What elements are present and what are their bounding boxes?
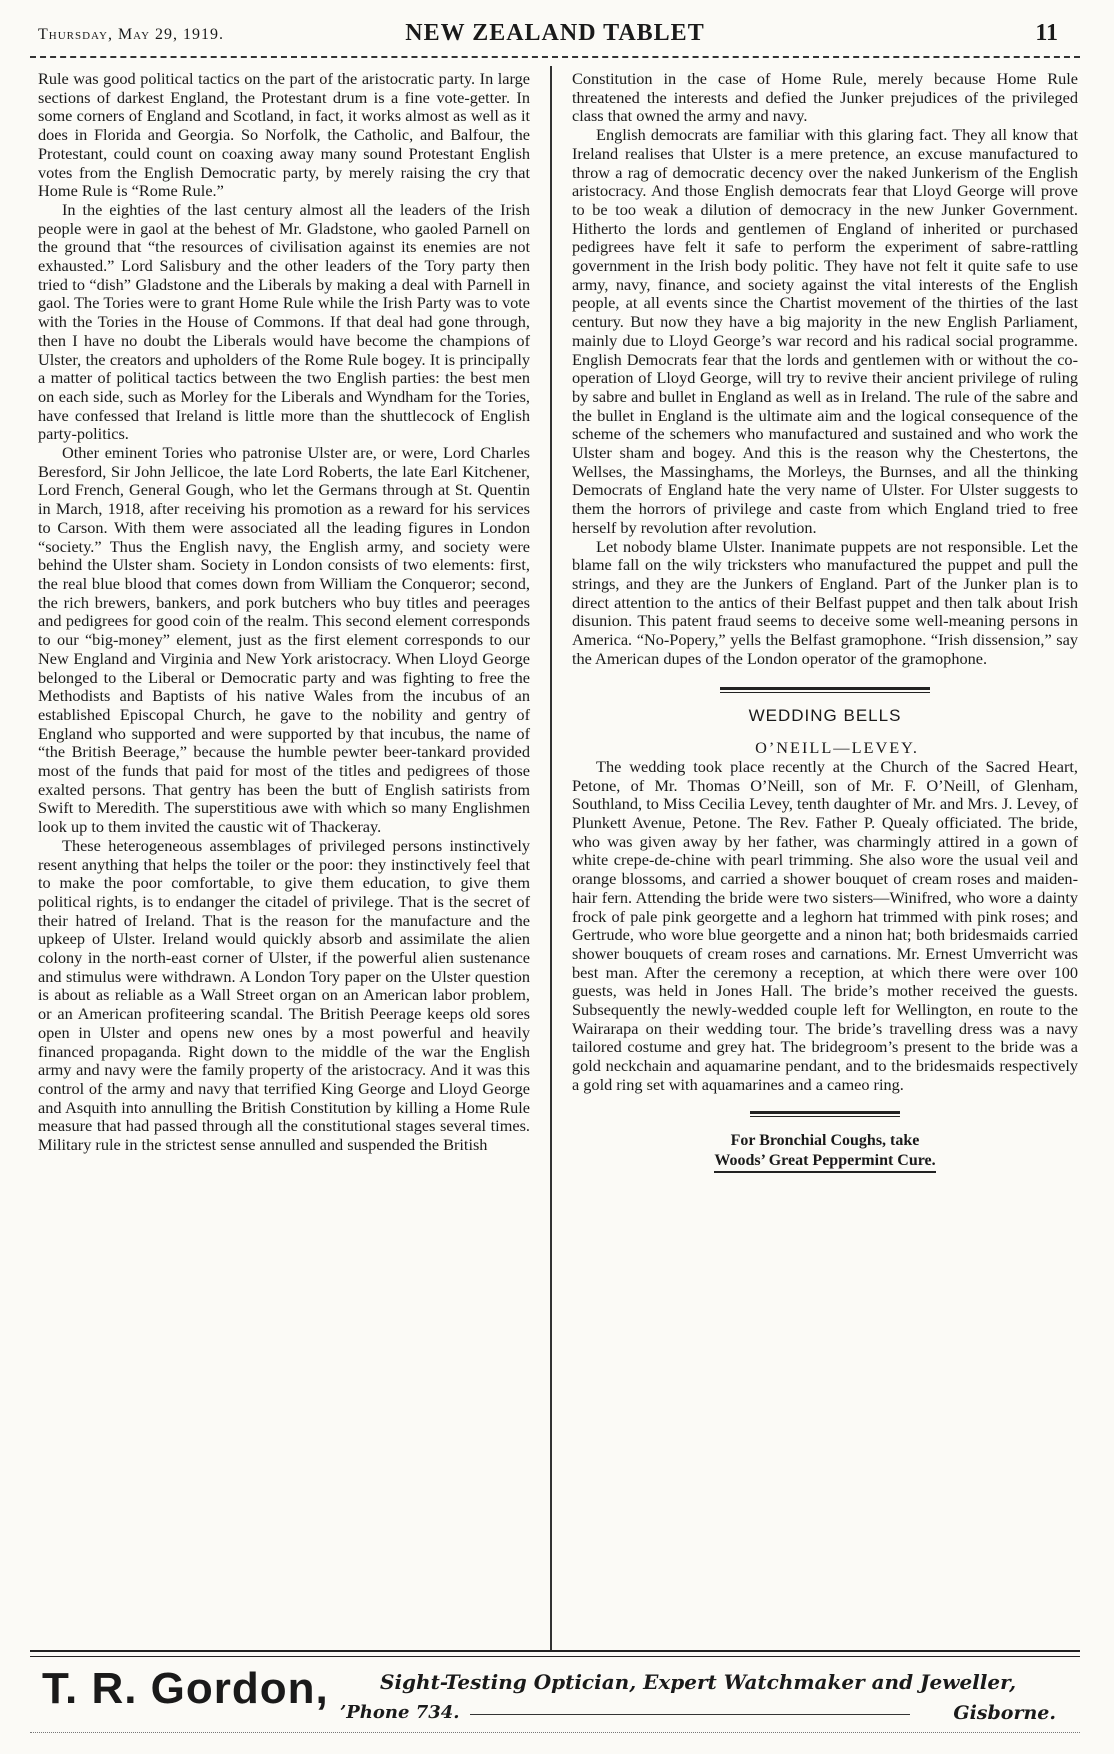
wedding-subheading: O’NEILL—LEVEY. (755, 738, 919, 758)
page-header (30, 20, 1080, 50)
left-paragraph: These heterogeneous assemblages of privileged persons instinctively resent anything that helps the toiler or the poor: they instinctively feel that to make the poor comfortable, to give them education, to give them political rights, is to endanger the citadel of privilege. That is the secret of their hatred of Ireland. That is the reason for the manufacture and the upkeep of Ulster. Ireland would quickly absorb and assimilate the alien colony in the north-east corner of Ulster, if the powerful alien sustenance and stimulus were withdrawn. A London Tory paper on the Ulster question is about as reliable as a Wall Street organ on an American labor problem, or an American profiteering scandal. The British Peerage keeps old sores open in Ulster and opens new ones by a most powerful and heavily financed propaganda. Right down to the middle of the war the English army and navy were the family property of the aristocracy. And it was this control of the army and navy that terrified King George and Lloyd George and Asquith into annulling the British Constitution by killing a Home Rule measure that had passed through all the constitutional stages several times. Military rule in the strictest sense annulled and suspended the British (38, 835, 530, 1155)
right-paragraph: English democrats are familiar with this glaring fact. They all know that Ireland realises that Ulster is a mere pretence, an excuse manufactured to throw a rag of democratic decency over the naked Junkerism of the English aristocracy. And those English democrats fear that Lloyd George will prove to be too weak a dilution of democracy in the new Junker Government. Hitherto the lords and gentlemen of England of inherited or purchased pedigrees have felt it safe to perform the experiment of sabre-rattling government in the Irish body politic. They have not felt it quite safe to use army, navy, finance, and society against the vital interests of the English people, at all events since the Chartist movement of the thirties of the last century. But now they have a big majority in the new English Parliament, mainly due to Lloyd George’s war record and his radical social programme. English Democrats fear that the lords and gentlemen with or without the co-operation of Lloyd George, will try to revive their ancient privilege of ruling by sabre and bullet in England as well as in Ireland. The rule of the sabre and the bullet in England is the ultimate aim and the logical consequence of the scheme of the schemers who manufactured and sustained and who work the Ulster sham and bogey. And this is the reason why the Chestertons, the Wellses, the Massinghams, the Morleys, the Burnses, and all the thinking Democrats of England hate the very name of Ulster. For Ulster suggests to them the horrors of privilege and caste from which England tried to free herself by revolution after revolution. (572, 125, 1078, 537)
right-column (572, 70, 1078, 1173)
wedding-heading: WEDDING BELLS (748, 705, 902, 725)
left-paragraph: In the eighties of the last century almost all the leaders of the Irish people were in gaol at the behest of Mr. Gladstone, who gaoled Parnell on the ground that “the resources of civilisation against its enemies are not exhausted.” Lord Salisbury and the other leaders of the Tory party then tried to “dish” Gladstone and the Liberals by making a deal with Parnell in gaol. The Tories were to grant Home Rule while the Irish Party was to vote with the Tories in the House of Commons. If that deal had gone through, then I have no doubt the Liberals would have become the champions of Ulster, the creators and upholders of the Rome Rule bogey. It is principally a matter of political tactics between the two English parties: the best men on each side, such as Morley for the Liberals and Wyndham for the Tories, have confessed that Ireland is little more than the shuttlecock of English party-politics. (38, 199, 530, 444)
header-date: Thursday, May 29, 1919. (38, 26, 225, 43)
cough-advert (572, 1131, 1078, 1173)
advert-tagline: Sight-Testing Optician, Expert Watchmaker and Jeweller, (380, 1670, 1017, 1694)
advert-top-rule (30, 1656, 1080, 1657)
newspaper-title: NEW ZEALAND TABLET (405, 20, 705, 46)
header-rule (30, 56, 1080, 58)
bottom-advert (30, 1650, 1080, 1740)
section-ornament (750, 1111, 900, 1117)
cough-advert-line1: For Bronchial Coughs, take (730, 1131, 920, 1149)
cough-advert-line2: Woods’ Great Peppermint Cure. (714, 1151, 935, 1173)
left-paragraph: Other eminent Tories who patronise Ulster are, or were, Lord Charles Beresford, Sir John Jellicoe, the late Lord Roberts, the late Earl Kitchener, Lord French, General Gough, who let the Germans through at St. Quentin in March, 1918, after receiving his promotion as a reward for his services to Carson. With them were associated all the leading figures in London “society.” Thus the English navy, the English army, and society were behind the Ulster sham. Society in London consists of two elements: first, the real blue blood that comes down from William the Conqueror; second, the rich brewers, bankers, and pork butchers who buy titles and peerages and pedigrees for good coin of the realm. This second element corresponds to our “big-money” element, just as the first element corresponds to our New England and Virginia and New York aristocracy. When Lloyd George belonged to the Liberal or Democratic party and was fighting to free the Methodists and Baptists of his native Wales from the incubus of an established Episcopal Church, he gave to the nobility and gentry of England who supported and were supported by that incubus, the name of “the British Beerage,” because the humble pewter beer-tankard provided most of the funds that paid for most of the titles and pedigrees of those exalted persons. That gentry has been the butt of English satirists from Swift to Meredith. The superstitious awe with which so many Englishmen look up to them invited the caustic wit of Thackeray. (38, 443, 530, 837)
column-divider (550, 66, 552, 1651)
advert-bottom-rule (30, 1732, 1080, 1733)
advert-top-rule (30, 1650, 1080, 1652)
right-paragraph: Let nobody blame Ulster. Inanimate puppets are not responsible. Let the blame fall on the wily tricksters who manufactured the puppet and pull the strings, and they are the Junkers of England. Part of the Junker plan is to direct attention to the antics of their Belfast puppet and then talk about Irish disunion. This patent fraud seems to deceive some well-meaning persons in America. “No-Popery,” yells the Belfast gramophone. “Irish dissension,” say the American dupes of the London operator of the gramophone. (572, 536, 1078, 668)
advert-phone: ’Phone 734. (340, 1702, 460, 1723)
section-ornament (720, 687, 930, 693)
right-paragraph: Constitution in the case of Home Rule, merely because Home Rule threatened the interests and defied the Junker prejudices of the privileged class that owned the army and navy. (572, 69, 1078, 126)
advert-name: T. R. Gordon, (42, 1664, 329, 1713)
left-column (38, 70, 530, 1155)
advert-town: Gisborne. (953, 1702, 1056, 1724)
page-number: 11 (1035, 20, 1058, 46)
advert-dash-rule (470, 1714, 910, 1715)
wedding-body: The wedding took place recently at the Church of the Sacred Heart, Petone, of Mr. Thomas O’Neill, son of Mr. F. O’Neill, of Glenham, Southland, to Miss Cecilia Levey, tenth daughter of Mr. and Mrs. J. Levey, of Plunkett Avenue, Petone. The Rev. Father P. Quealy officiated. The bride, who was given away by her father, was charmingly attired in a gown of white crepe-de-chine with pearl trimming. She also wore the usual veil and orange blossoms, and carried a shower bouquet of cream roses and maiden-hair fern. Attending the bride were two sisters—Winifred, who wore a dainty frock of pale pink georgette and a leghorn hat trimmed with pink roses; and Gertrude, who wore blue georgette and a ninon hat; both bridesmaids carried shower bouquets of cream roses and carnations. Mr. Ernest Umverricht was best man. After the ceremony a reception, at which there were over 100 guests, was held in Jones Hall. The bride’s mother received the guests. Subsequently the newly-wedded couple left for Wellington, en route to the Wairarapa on their wedding tour. The bride’s travelling dress was a navy tailored costume and grey hat. The bridegroom’s present to the bride was a gold neckchain and aquamarine pendant, and to the bridesmaids respectively a gold ring set with aquamarines and a cameo ring. (572, 756, 1078, 1094)
left-paragraph: Rule was good political tactics on the part of the aristocratic party. In large sections of darkest England, the Protestant drum is a fine vote-getter. In some corners of England and Scotland, in fact, it works almost as well as it does in Florida and Georgia. So Norfolk, the Catholic, and Balfour, the Protestant, could count on coaxing away many sound Protestant English votes from the English Democratic party, by merely raising the cry that Home Rule is “Rome Rule.” (38, 69, 530, 201)
